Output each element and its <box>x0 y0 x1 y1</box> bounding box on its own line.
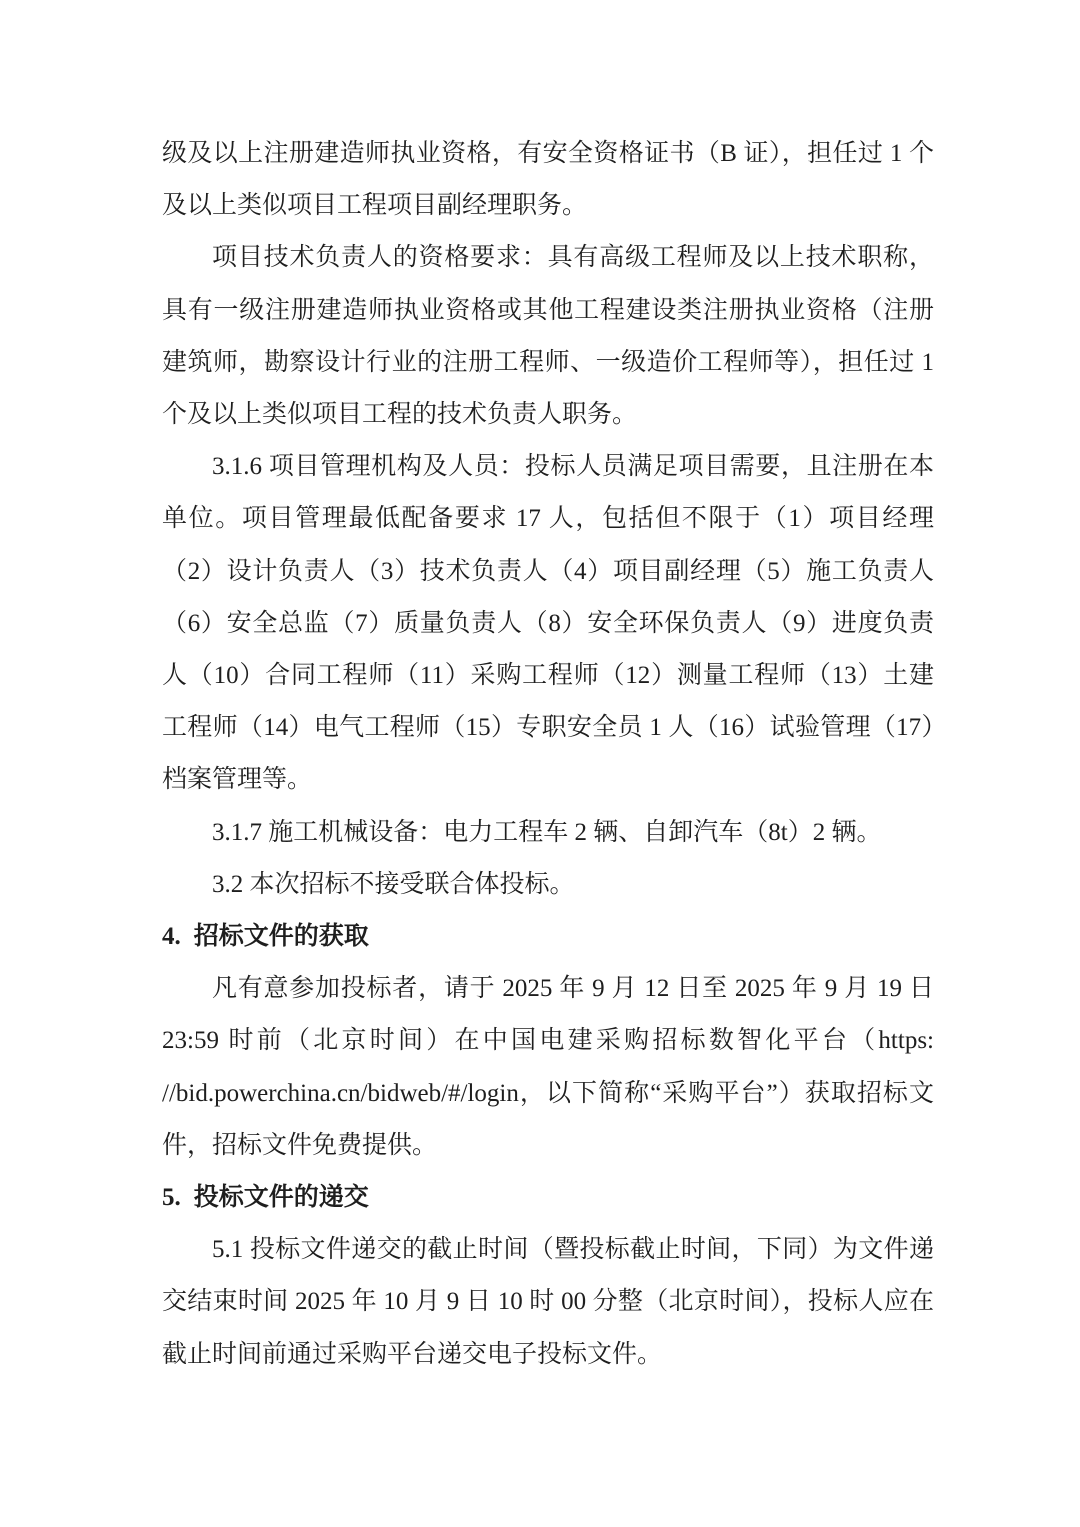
paragraph: 3.2 本次招标不接受联合体投标。 <box>212 870 575 898</box>
section-number: 5. <box>162 1184 181 1212</box>
paragraph: 3.1.7 施工机械设备：电力工程车 2 辆、自卸汽车（8t）2 辆。 <box>212 818 882 846</box>
section-title: 招标文件的获取 <box>193 923 369 951</box>
paragraph: 5.1 投标文件递交的截止时间（暨投标截止时间，下同）为文件递交结束时间 2025 年 10 月 9 日 10 时 00 分整（北京时间），投标人应在截止时间前通过采购平台递交电子投标文件。 <box>162 1236 934 1368</box>
section-title: 投标文件的递交 <box>193 1184 369 1212</box>
paragraph: 项目技术负责人的资格要求：具有高级工程师及以上技术职称，具有一级注册建造师执业资格或其他工程建设类注册执业资格（注册建筑师，勘察设计行业的注册工程师、一级造价工程师等），担任过 1 个及以上类似项目工程的技术负责人职务。 <box>162 244 934 429</box>
paragraph: 凡有意参加投标者，请于 2025 年 9 月 12 日至 2025 年 9 月 19 日 23:59 时前（北京时间）在中国电建采购招标数智化平台（https:​//bid.powerchina.cn/bidweb/#/login，以下简称“采购平台”）获取招标文件，招标文件免费提供。 <box>162 975 934 1159</box>
section-heading <box>162 911 934 963</box>
section-number: 4. <box>162 923 181 951</box>
document-body <box>162 128 934 1381</box>
paragraph: 级及以上注册建造师执业资格，有安全资格证书（B 证），担任过 1 个及以上类似项目工程项目副经理职务。 <box>162 140 934 220</box>
paragraph: 3.1.6 项目管理机构及人员：投标人员满足项目需要，且注册在本单位。项目管理最低配备要求 17 人，包括但不限于（1）项目经理（2）设计负责人（3）技术负责人（4）项目副经理（5）施工负责人（6）安全总监（7）质量负责人（8）安全环保负责人（9）进度负责人（10）合同工程师（11）采购工程师（12）测量工程师（13）土建工程师（14）电气工程师（15）专职安全员 1 人（16）试验管理（17）档案管理等。 <box>162 453 934 794</box>
section-heading <box>162 1172 934 1224</box>
